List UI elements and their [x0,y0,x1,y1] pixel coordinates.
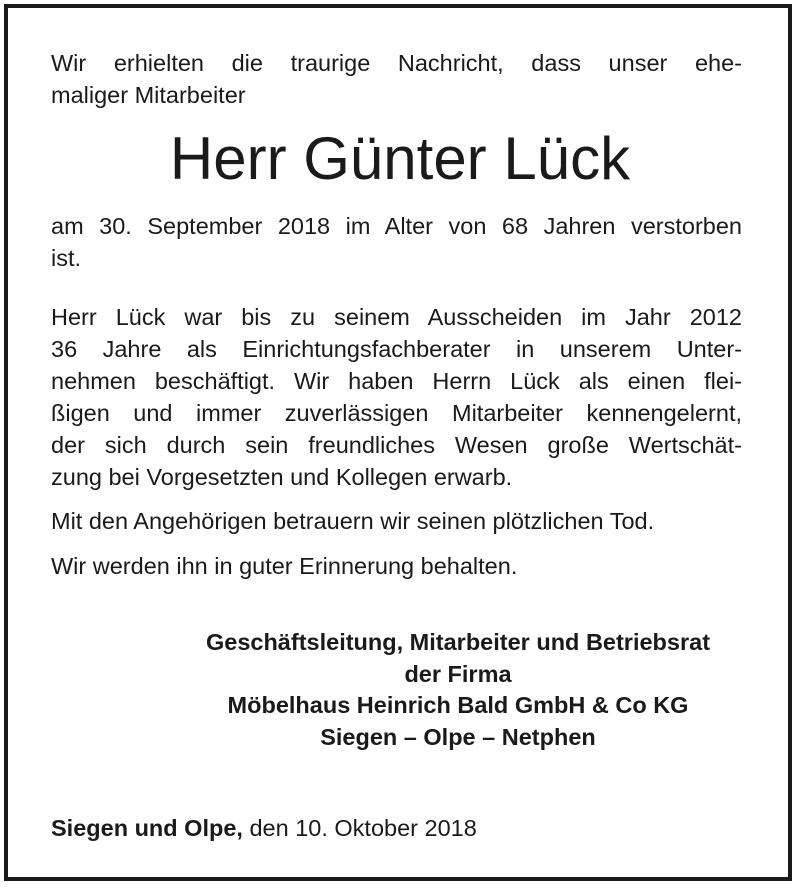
condolence-line: Mit den Angehörigen betrauern wir seinen plötzlichen Tod. [51,508,655,534]
death-line-2: ist. [51,245,82,271]
company-name: Möbelhaus Heinrich Bald GmbH & Co KG [227,692,689,718]
intro-paragraph [51,47,742,111]
memory-text [51,550,742,582]
dateline [51,812,477,844]
biography-line: ßigen und immer zuverlässigen Mitarbeiter kennengelernt, [51,400,742,426]
dateline-date: den 10. Oktober 2018 [249,815,477,841]
biography-line: 36 Jahre als Einrichtungsfachberater in unserem Unter- [51,336,742,362]
company-locations: Siegen – Olpe – Netphen [320,723,596,750]
biography-line: der sich durch sein freundliches Wesen große Wertschät- [51,432,742,458]
signoff-line: Geschäftsleitung, Mitarbeiter und Betriebsrat [205,629,711,655]
memory-line: Wir werden ihn in guter Erinnerung behalten. [51,553,518,579]
deceased-name: Herr Günter Lück [169,125,631,192]
signoff-line: der Firma [404,660,512,687]
biography-paragraph [51,301,742,493]
dateline-place: Siegen und Olpe, [51,815,243,841]
biography-line: Herr Lück war bis zu seinem Ausscheiden im Jahr 2012 [51,304,742,330]
biography-line: zung bei Vorgesetzten und Kollegen erwarb. [51,464,513,490]
death-line-1: am 30. September 2018 im Alter von 68 Jahren verstorben [51,213,742,239]
signoff-block [170,627,746,753]
condolence-text [51,505,742,537]
biography-line: nehmen beschäftigt. Wir haben Herrn Lück als einen flei- [51,368,742,394]
intro-line-1: Wir erhielten die traurige Nachricht, dass unser ehe- [51,50,742,76]
intro-line-2: maliger Mitarbeiter [51,82,246,108]
death-paragraph [51,210,742,274]
